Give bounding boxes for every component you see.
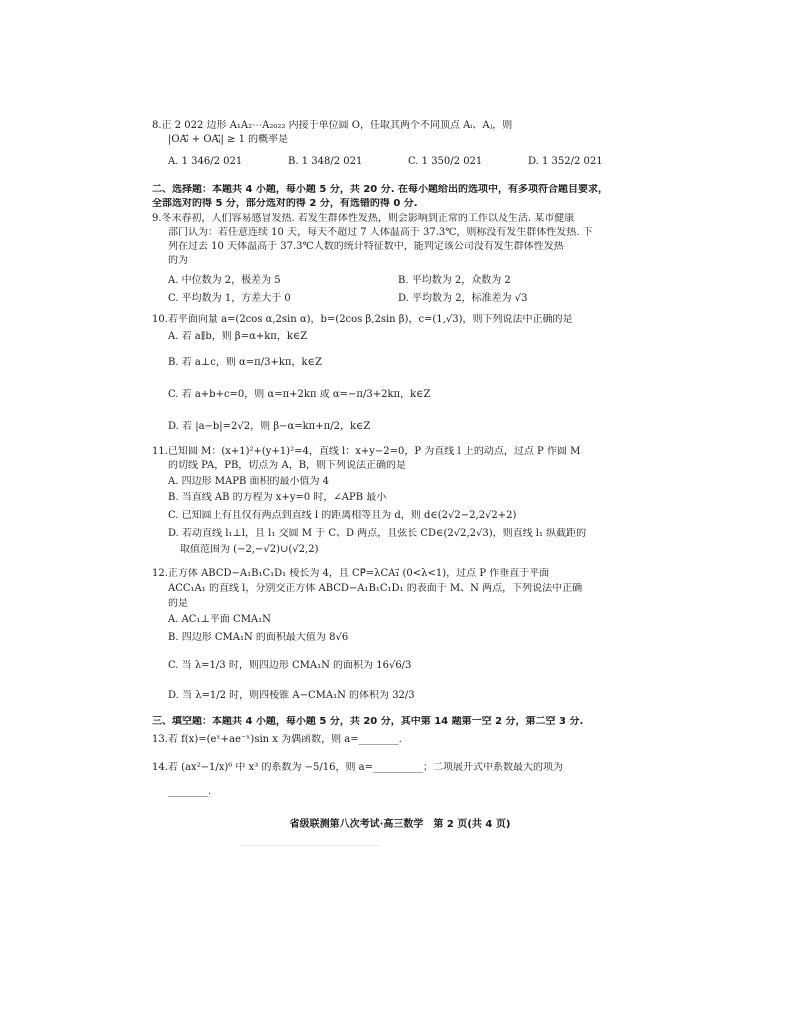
q10-option-a: A. 若 a∥b，则 β=α+kπ，k∈Z — [168, 331, 308, 342]
q12-option-b: B. 四边形 CMA₁N 的面积最大值为 8√6 — [168, 632, 349, 643]
q8-option-a: A. 1 346/2 021 — [168, 156, 243, 167]
section-2-heading-line-2: 全部选对的得 5 分，部分选对的得 2 分，有选错的得 0 分. — [152, 198, 418, 209]
q9-option-a: A. 中位数为 2，极差为 5 — [168, 275, 281, 286]
q12-line-3: 的是 — [168, 598, 188, 609]
q14-line-2: ________. — [168, 786, 212, 797]
section-3-heading: 三、填空题：本题共 4 小题，每小题 5 分，共 20 分，其中第 14 题第一空 2 分，第二空 3 分. — [152, 716, 584, 727]
q12-option-a: A. AC₁⊥平面 CMA₁N — [168, 614, 271, 625]
q12-option-d: D. 当 λ=1/2 时，则四棱锥 A−CMA₁N 的体积为 32/3 — [168, 690, 415, 701]
q12-option-c: C. 当 λ=1/3 时，则四边形 CMA₁N 的面积为 16√6/3 — [168, 660, 412, 671]
q8-line-2: |OAᵢ⃗ + OAⱼ⃗| ≥ 1 的概率是 — [168, 134, 289, 145]
q13-line: 13.若 f(x)=(eˣ+ae⁻ˣ)sin x 为偶函数，则 a=________. — [152, 734, 402, 745]
q10-option-b: B. 若 a⊥c，则 α=π/3+kπ，k∈Z — [168, 357, 322, 368]
q11-line-1: 11.已知圆 M：(x+1)²+(y+1)²=4，直线 l：x+y−2=0，P 为直线 l 上的动点，过点 P 作圆 M — [152, 446, 581, 457]
q11-option-d-line-1: D. 若动直线 l₁⊥l，且 l₁ 交圆 M 于 C、D 两点，且弦长 CD∈(2√2,2√3)，则直线 l₁ 纵截距的 — [168, 528, 587, 539]
q12-line-1: 12.正方体 ABCD−A₁B₁C₁D₁ 棱长为 4，且 CP⃗=λCA₁⃗ (0<λ<1)，过点 P 作垂直于平面 — [152, 568, 550, 579]
page-footer: 省级联测第八次考试·高三数学 第 2 页(共 4 页) — [289, 819, 511, 830]
q11-option-b: B. 当直线 AB 的方程为 x+y=0 时，∠APB 最小 — [168, 492, 387, 503]
q9-line-2: 部门认为：若任意连续 10 天，每天不超过 7 人体温高于 37.3℃，则称没有发生群体性发热. 下 — [168, 227, 593, 238]
scan-artifact-line — [240, 845, 380, 846]
q9-line-3: 列在过去 10 天体温高于 37.3℃人数的统计特征数中，能判定该公司没有发生群体性发热 — [168, 241, 564, 252]
q10-option-d: D. 若 |a−b|=2√2，则 β−α=kπ+π/2，k∈Z — [168, 421, 371, 432]
q11-option-d-line-2: 取值范围为 (−2,−√2)∪(√2,2) — [180, 544, 319, 555]
q9-options-row-1 — [168, 271, 628, 285]
q8-options — [168, 156, 628, 170]
q14-line-1: 14.若 (ax²−1/x)⁶ 中 x³ 的系数为 −5/16，则 a=__________；二项展开式中系数最大的项为 — [152, 762, 563, 773]
q9-option-d: D. 平均数为 2，标准差为 √3 — [398, 293, 528, 304]
q9-line-4: 的为 — [168, 255, 188, 266]
q9-options-row-2 — [168, 289, 628, 303]
q11-line-2: 的切线 PA，PB，切点为 A，B，则下列说法正确的是 — [168, 460, 407, 471]
q12-line-2: ACC₁A₁ 的直线 l，分别交正方体 ABCD−A₁B₁C₁D₁ 的表面于 M、N 两点，下列说法中正确 — [168, 583, 583, 594]
q8-option-d: D. 1 352/2 021 — [528, 156, 603, 167]
q11-option-c: C. 已知圆上有且仅有两点到直线 l 的距离相等且为 d，则 d∈(2√2−2,2√2+2) — [168, 510, 517, 521]
q9-option-b: B. 平均数为 2，众数为 2 — [398, 275, 511, 286]
q10-stem: 10.若平面向量 a=(2cos α,2sin α)，b=(2cos β,2sin β)，c=(1,√3)，则下列说法中正确的是 — [152, 314, 573, 325]
q11-option-a: A. 四边形 MAPB 面积的最小值为 4 — [168, 476, 330, 487]
q9-line-1: 9.冬末春初，人们容易感冒发热. 若发生群体性发热，则会影响到正常的工作以及生活. 某市健康 — [152, 213, 575, 224]
q10-option-c: C. 若 a+b+c=0，则 α=π+2kπ 或 α=−π/3+2kπ，k∈Z — [168, 389, 431, 400]
q8-option-b: B. 1 348/2 021 — [288, 156, 363, 167]
q8-line-1: 8.正 2 022 边形 A₁A₂⋯A₂₀₂₂ 内接于单位圆 O，任取其两个不同顶点 Aᵢ、Aⱼ，则 — [152, 120, 513, 131]
q9-option-c: C. 平均数为 1，方差大于 0 — [168, 293, 291, 304]
q8-option-c: C. 1 350/2 021 — [408, 156, 483, 167]
section-2-heading-line-1: 二、选择题：本题共 4 小题，每小题 5 分，共 20 分. 在每小题给出的选项中，有多项符合题目要求， — [152, 184, 609, 195]
